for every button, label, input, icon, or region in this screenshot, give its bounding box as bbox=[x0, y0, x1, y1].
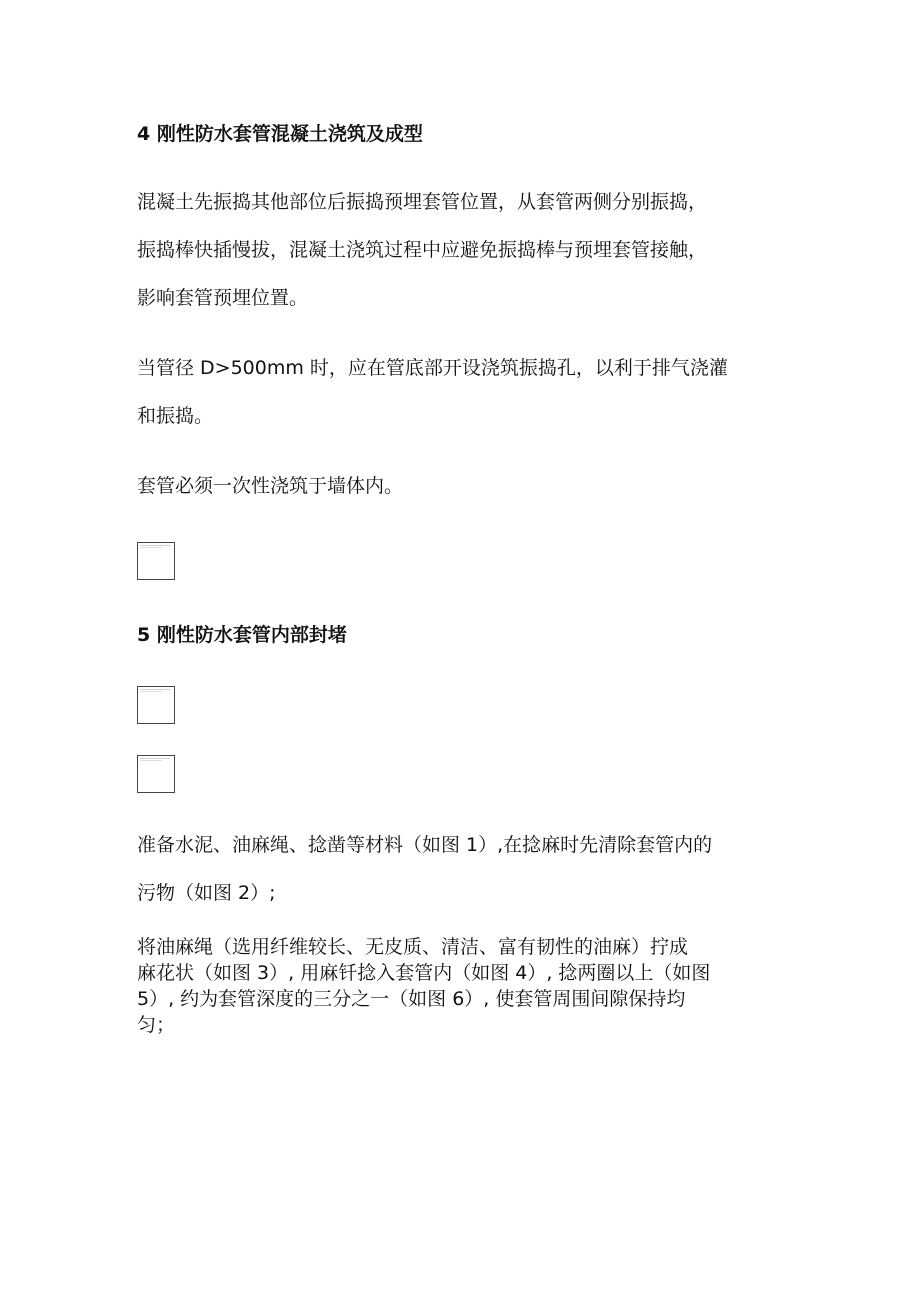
paragraph-line: 将油麻绳（选用纤维较长、无皮质、清洁、富有韧性的油麻）拧成 bbox=[137, 936, 689, 958]
paragraph-line: 混凝土先振捣其他部位后振捣预埋套管位置，从套管两侧分别振捣， bbox=[137, 191, 708, 213]
paragraph-line: 麻花状（如图 3）, 用麻钎捻入套管内（如图 4）, 捻两圈以上（如图 bbox=[137, 962, 711, 984]
broken-image-icon bbox=[137, 542, 175, 580]
paragraph-line: 影响套管预埋位置。 bbox=[137, 287, 309, 309]
paragraph-line: 当管径 D>500mm 时，应在管底部开设浇筑振捣孔，以利于排气浇灌 bbox=[137, 357, 728, 379]
section-4-paragraph-2 bbox=[137, 344, 817, 440]
section-4-paragraph-3: 套管必须一次性浇筑于墙体内。 bbox=[137, 475, 404, 497]
paragraph-line: 污物（如图 2）; bbox=[137, 882, 276, 904]
paragraph-line: 5）, 约为套管深度的三分之一（如图 6）, 使套管周围间隙保持均 bbox=[137, 988, 686, 1010]
section-5-paragraph-2 bbox=[137, 934, 817, 1038]
broken-image-icon bbox=[137, 686, 175, 724]
paragraph-line: 振捣棒快插慢拔，混凝土浇筑过程中应避免振捣棒与预埋套管接触， bbox=[137, 239, 708, 261]
section-4-paragraph-1 bbox=[137, 178, 817, 322]
broken-image-icon bbox=[137, 755, 175, 793]
paragraph-line: 和振捣。 bbox=[137, 405, 214, 427]
paragraph-line: 匀； bbox=[137, 1014, 176, 1036]
section-4-heading: 4 刚性防水套管混凝土浇筑及成型 bbox=[137, 123, 423, 145]
paragraph-line: 准备水泥、油麻绳、捻凿等材料（如图 1）,在捻麻时先清除套管内的 bbox=[137, 834, 713, 856]
section-5-heading: 5 刚性防水套管内部封堵 bbox=[137, 624, 347, 646]
section-5-paragraph-1 bbox=[137, 821, 817, 917]
